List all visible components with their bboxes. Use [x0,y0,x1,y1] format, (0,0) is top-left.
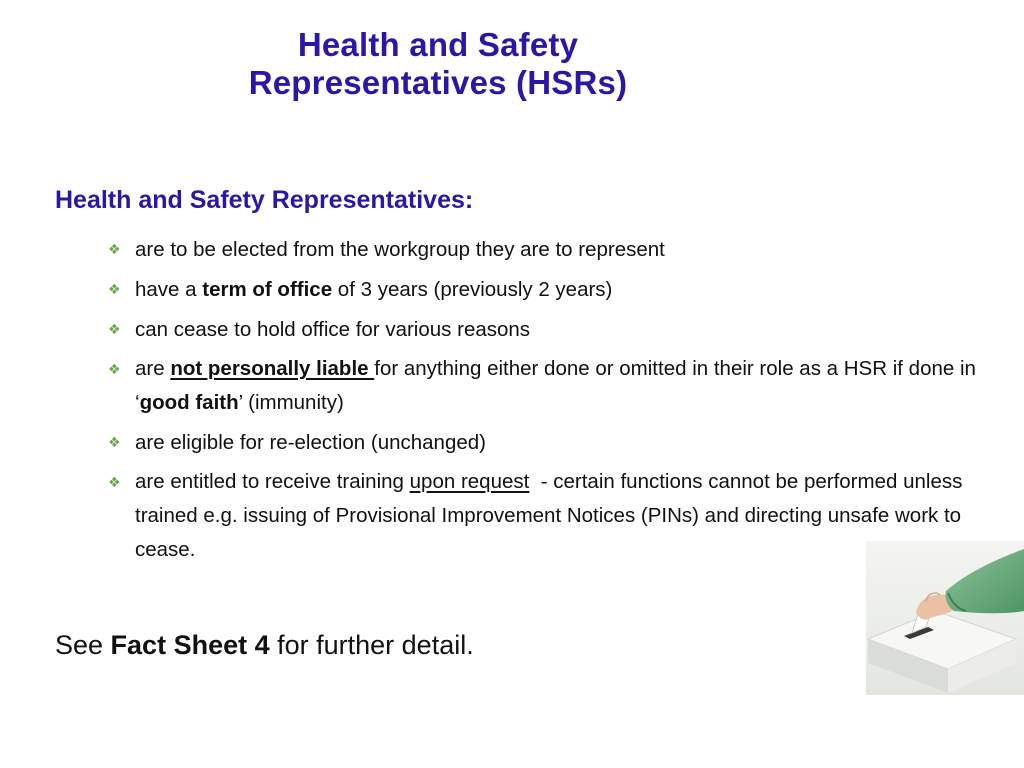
see-text-pre: See [55,630,111,660]
list-item [108,232,1008,267]
bullet-underline-text: upon request [409,470,530,493]
bullet-text-pre: are [135,357,171,380]
bullet-text-pre: have a [135,278,203,301]
bullet-text-post: - certain functions cannot be performed unless trained e.g. issuing of Provisional Improvement Notices (PINs) and directing unsafe work to cease. [135,470,969,561]
fact-sheet-reference: Fact Sheet 4 [110,630,270,660]
bullet-text: can cease to hold office for various reasons [135,318,531,341]
section-heading: Health and Safety Representatives: [55,186,474,214]
bullet-text-pre: are entitled to receive training [135,470,410,493]
slide-title-line-2: Representatives (HSRs) [248,64,628,101]
see-fact-sheet-line [55,630,474,661]
see-text-post: for further detail. [269,630,474,660]
list-item [108,312,1008,347]
diamond-bullet-icon: ❖ [108,434,121,450]
bullet-bold-underline-text: not personally liable [170,357,375,380]
list-item [108,272,1008,307]
bullet-list [108,232,1008,572]
ballot-box-illustration [866,541,1024,695]
bullet-bold-text: good faith [139,391,239,414]
bullet-text-post: ’ (immunity) [238,391,344,414]
list-item [108,425,1008,460]
diamond-bullet-icon: ❖ [108,474,121,490]
diamond-bullet-icon: ❖ [108,321,121,337]
diamond-bullet-icon: ❖ [108,281,121,297]
list-item [108,352,1008,420]
bullet-text-mid: for anything either done or omitted in their role as a HSR if done in ‘ [135,357,976,414]
bullet-text-post: of 3 years (previously 2 years) [332,278,613,301]
diamond-bullet-icon: ❖ [108,361,121,377]
slide-title-line-1: Health and Safety [297,26,579,63]
bullet-text: are to be elected from the workgroup they are to represent [135,238,665,261]
bullet-text: are eligible for re-election (unchanged) [135,431,486,454]
diamond-bullet-icon: ❖ [108,241,121,257]
slide-title [0,26,876,102]
ballot-box-photo [866,541,1024,695]
bullet-bold-text: term of office [202,278,333,301]
